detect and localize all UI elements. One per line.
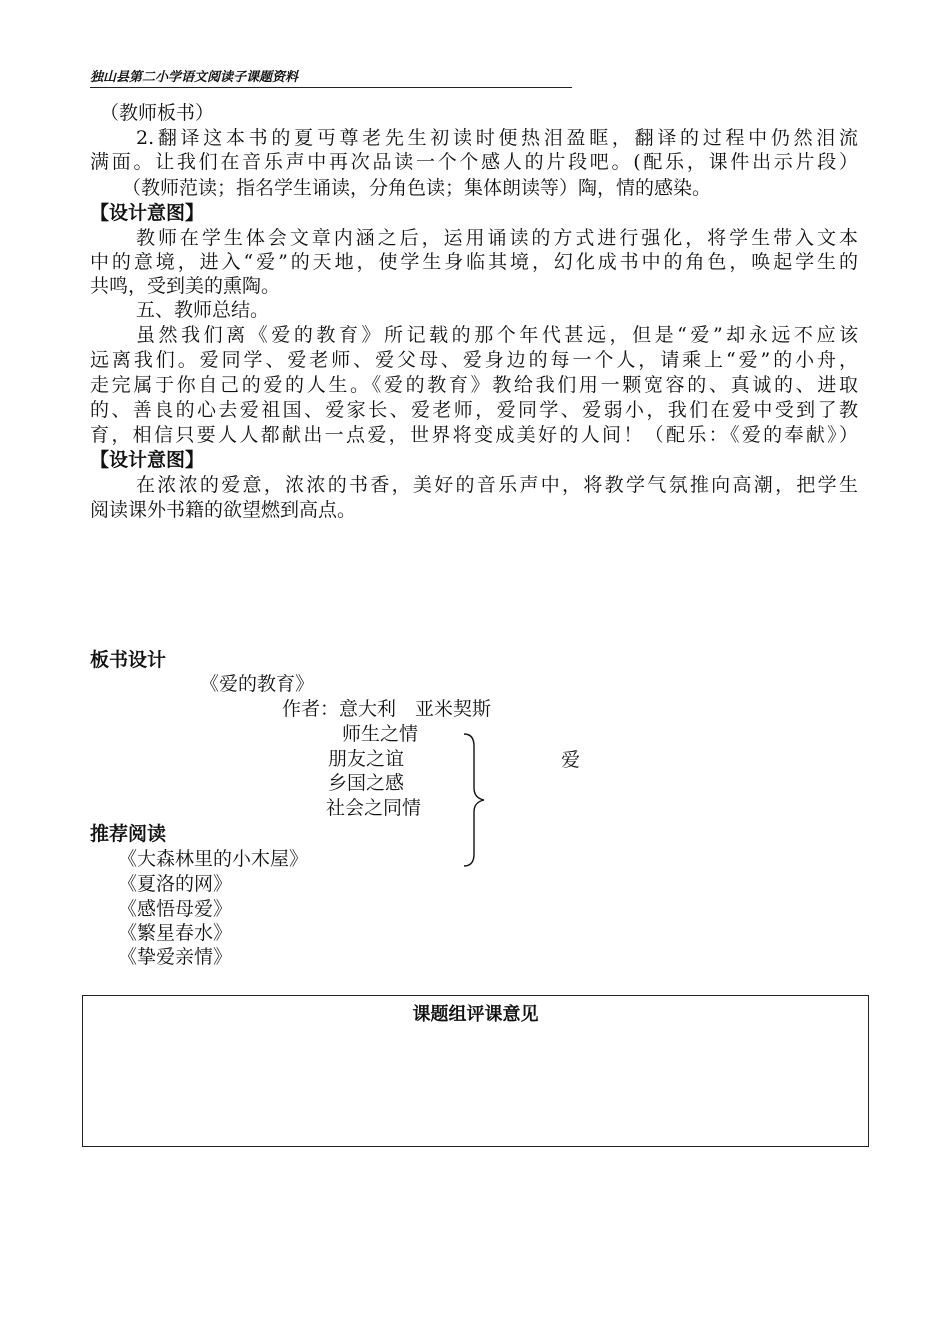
design-intent-heading: 【设计意图】 — [90, 202, 205, 224]
paragraph-line: 中的意境，进入“爱”的天地，使学生身临其境，幻化成书中的角色，唤起学生的 — [90, 251, 858, 273]
review-box — [82, 995, 869, 1147]
paragraph-line: 教师在学生体会文章内涵之后，运用诵读的方式进行强化，将学生带入文本 — [136, 227, 858, 249]
book-item: 《繁星春水》 — [118, 922, 233, 944]
book-item: 《感悟母爱》 — [118, 898, 233, 920]
page-header: 独山县第二小学语文阅读子课题资料 — [90, 66, 572, 88]
paragraph-line: （教师范读；指名学生诵读，分角色读；集体朗读等）陶，情的感染。 — [122, 177, 712, 199]
recommended-reading-heading: 推荐阅读 — [90, 823, 167, 845]
book-item: 《挚爱亲情》 — [118, 946, 233, 968]
paragraph-line: 共鸣，受到美的熏陶。 — [90, 275, 281, 297]
paragraph-line: 远离我们。爱同学、爱老师、爱父母、爱身边的每一个人，请乘上“爱”的小舟， — [90, 349, 858, 371]
right-brace-icon — [460, 732, 490, 868]
board-love: 爱 — [561, 749, 581, 771]
board-item: 乡国之感 — [328, 772, 405, 794]
board-note-line: （教师板书） — [100, 102, 215, 124]
paragraph-line: 在浓浓的爱意，浓浓的书香，美好的音乐声中，将教学气氛推向高潮，把学生 — [136, 474, 858, 496]
board-item: 师生之情 — [342, 723, 419, 745]
board-design-heading: 板书设计 — [90, 649, 167, 671]
paragraph-line: 育，相信只要人人都献出一点爱，世界将变成美好的人间！（配乐：《爱的奉献》） — [90, 424, 858, 446]
book-item: 《大森林里的小木屋》 — [118, 848, 309, 870]
review-box-title: 课题组评课意见 — [412, 1004, 539, 1025]
board-author: 作者：意大利 亚米契斯 — [282, 698, 492, 720]
board-item: 朋友之谊 — [328, 748, 405, 770]
paragraph-line: 虽然我们离《爱的教育》所记载的那个年代甚远，但是“爱”却永远不应该 — [136, 324, 858, 346]
design-intent-heading: 【设计意图】 — [90, 449, 205, 471]
paragraph-line: 满面。让我们在音乐声中再次品读一个个感人的片段吧。(配乐，课件出示片段） — [90, 151, 858, 173]
board-item: 社会之同情 — [326, 797, 422, 819]
paragraph-line: 阅读课外书籍的欲望燃到高点。 — [90, 499, 357, 521]
paragraph-line: 走完属于你自己的爱的人生。《爱的教育》教给我们用一颗宽容的、真诚的、进取 — [90, 374, 858, 396]
paragraph-line: 2.翻译这本书的夏丏尊老先生初读时便热泪盈眶，翻译的过程中仍然泪流 — [136, 127, 858, 149]
board-title: 《爱的教育》 — [200, 673, 315, 695]
paragraph-line: 的、善良的心去爱祖国、爱家长、爱老师，爱同学、爱弱小，我们在爱中受到了教 — [90, 399, 858, 421]
section-heading: 五、教师总结。 — [136, 299, 270, 321]
book-item: 《夏洛的网》 — [118, 873, 233, 895]
